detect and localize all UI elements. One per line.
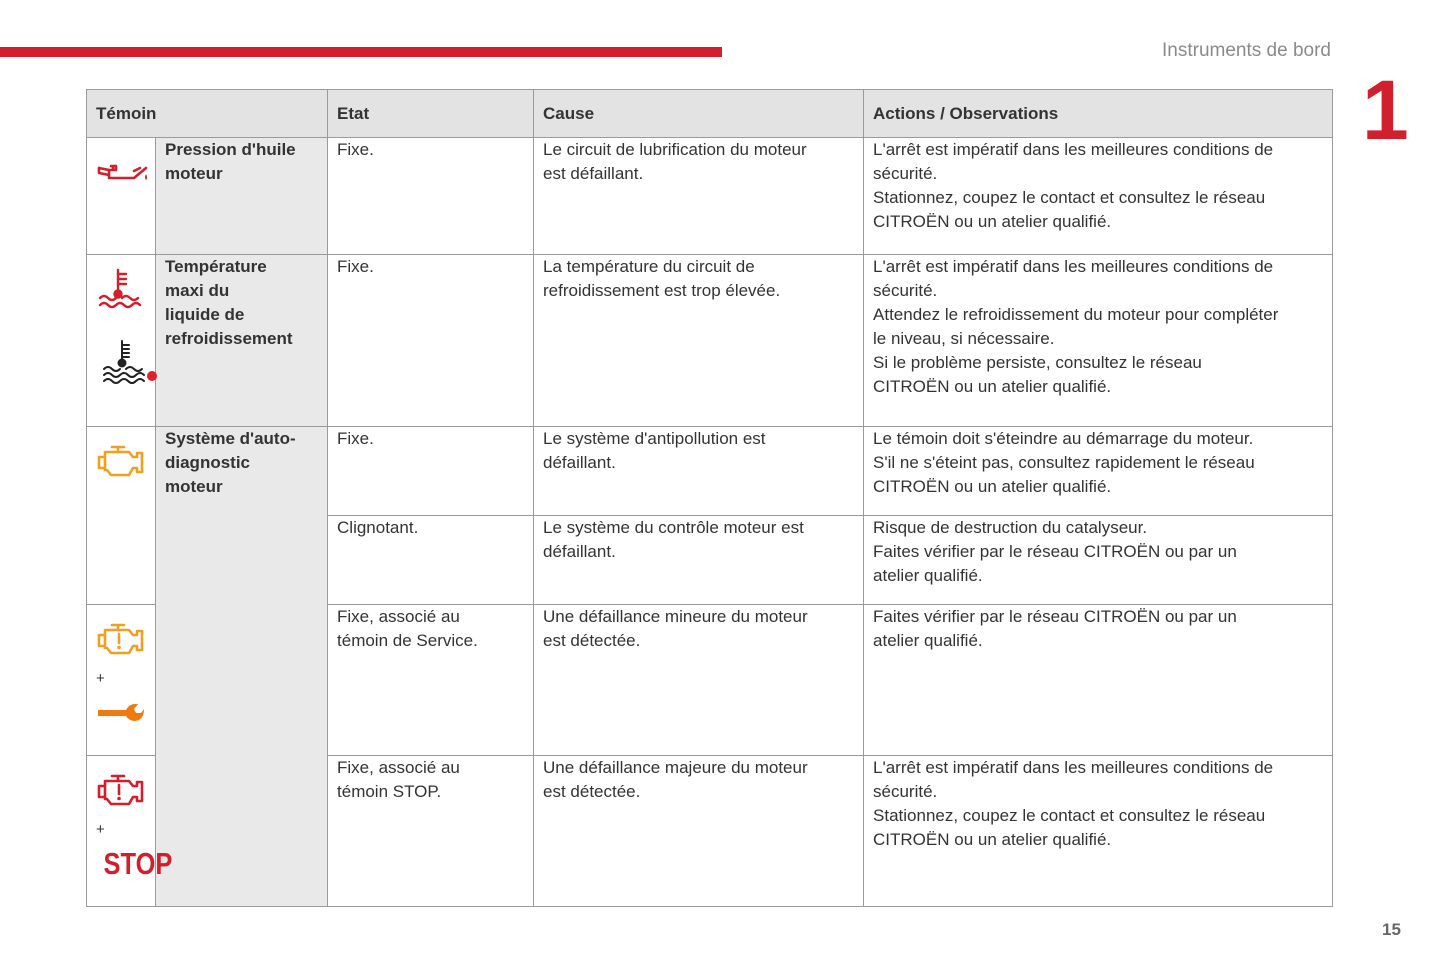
oil-icon-cell [87, 138, 156, 255]
table-row-oil-pressure [87, 138, 1333, 255]
diag-service-etat: Fixe, associé au témoin de Service. [328, 605, 534, 756]
diag-fixed-etat: Fixe. [328, 427, 534, 516]
coolant-level-icon [96, 338, 158, 388]
coolant-icon-cell [87, 255, 156, 427]
table-row-coolant-temp [87, 255, 1333, 427]
diag-flashing-actions: Risque de destruction du catalyseur. Faites vérifier par le réseau CITROËN ou par un atelier qualifié. [864, 516, 1333, 605]
coolant-cause: La température du circuit de refroidissement est trop élevée. [534, 255, 864, 427]
engine-fault-red-icon [96, 772, 146, 808]
header-red-bar [0, 47, 722, 57]
header-temoin: Témoin [87, 90, 328, 138]
oil-etat: Fixe. [328, 138, 534, 255]
chapter-number: 1 [1362, 63, 1409, 157]
diag-stop-actions: L'arrêt est impératif dans les meilleures conditions de sécurité. Stationnez, coupez le contact et consultez le réseau CITROËN ou un atelier qualifié. [864, 756, 1333, 907]
diag-name: Système d'auto- diagnostic moteur [156, 427, 328, 907]
header-cause: Cause [534, 90, 864, 138]
diag-flashing-cause: Le système du contrôle moteur est défaillant. [534, 516, 864, 605]
table-header-row [87, 90, 1333, 138]
diag-icon-cell [87, 427, 156, 605]
coolant-temperature-icon [96, 267, 144, 309]
header-actions: Actions / Observations [864, 90, 1333, 138]
diag-service-actions: Faites vérifier par le réseau CITROËN ou par un atelier qualifié. [864, 605, 1333, 756]
oil-can-icon [96, 159, 152, 189]
coolant-actions: L'arrêt est impératif dans les meilleures conditions de sécurité. Attendez le refroidissement du moteur pour compléter le niveau, si nécessaire. Si le problème persiste, consultez le réseau CITROËN ou un atelier qualifié. [864, 255, 1333, 427]
coolant-etat: Fixe. [328, 255, 534, 427]
diag-flashing-etat: Clignotant. [328, 516, 534, 605]
diag-fixed-actions: Le témoin doit s'éteindre au démarrage du moteur. S'il ne s'éteint pas, consultez rapidement le réseau CITROËN ou un atelier qualifié. [864, 427, 1333, 516]
coolant-name: Température maxi du liquide de refroidissement [156, 255, 328, 427]
oil-cause: Le circuit de lubrification du moteur est défaillant. [534, 138, 864, 255]
header-etat: Etat [328, 90, 534, 138]
service-wrench-icon [96, 702, 146, 724]
diag-stop-icon-cell [87, 756, 173, 907]
page-number: 15 [1382, 920, 1401, 939]
diag-service-icon-cell [87, 605, 156, 756]
stop-icon: STOP [103, 846, 173, 881]
plus-sign: + [96, 670, 105, 687]
diag-stop-etat: Fixe, associé au témoin STOP. [328, 756, 534, 907]
diag-fixed-cause: Le système d'antipollution est défaillant. [534, 427, 864, 516]
plus-sign: + [96, 821, 105, 838]
diag-stop-cause: Une défaillance majeure du moteur est détectée. [534, 756, 864, 907]
diag-service-cause: Une défaillance mineure du moteur est détectée. [534, 605, 864, 756]
engine-check-icon [96, 443, 146, 479]
oil-actions: L'arrêt est impératif dans les meilleures conditions de sécurité. Stationnez, coupez le contact et consultez le réseau CITROËN ou un atelier qualifié. [864, 138, 1333, 255]
table-row-diag-fixed [87, 427, 1333, 516]
warning-lights-table [86, 89, 1333, 907]
engine-fault-icon [96, 621, 146, 657]
oil-name: Pression d'huile moteur [156, 138, 328, 255]
section-title: Instruments de bord [1162, 40, 1331, 61]
